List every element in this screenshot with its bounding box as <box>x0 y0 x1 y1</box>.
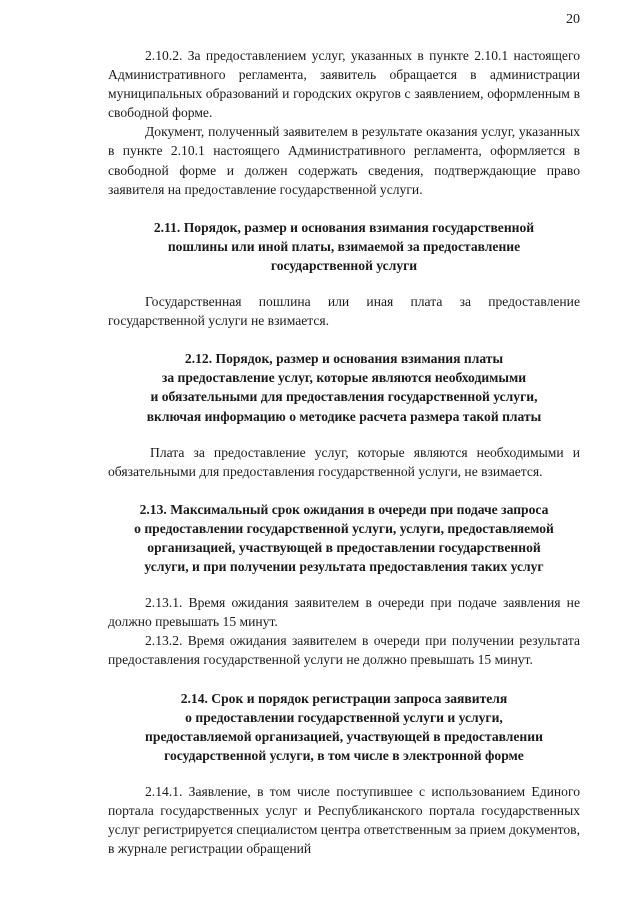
heading-line: 2.14. Срок и порядок регистрации запроса заявителя <box>180 690 508 706</box>
page-number: 20 <box>566 12 580 27</box>
heading-line: предоставляемой организацией, участвующей в предоставлении <box>145 728 543 744</box>
heading-line: о предоставлении государственной услуги и услуги, <box>185 709 503 725</box>
heading-2-14 <box>108 689 580 765</box>
heading-line: 2.13. Максимальный срок ожидания в очереди при подаче запроса <box>139 501 549 517</box>
heading-line: за предоставление услуг, которые являются необходимыми <box>161 370 527 386</box>
paragraph-2-10-2: 2.10.2. За предоставлением услуг, указанных в пункте 2.10.1 настоящего Административного регламента, заявитель обращается в администрации муниципальных образований и городских округов с заявлением, оформленным в свободной форме. <box>108 48 580 121</box>
heading-line: услуги, и при получении результата предоставления таких услуг <box>144 559 544 575</box>
document-body <box>108 46 580 858</box>
paragraph-document-result: Документ, полученный заявителем в результате оказания услуг, указанных в пункте 2.10.1 настоящего Административного регламента, оформляется в свободной форме и должен содержать сведения, подтверждающие право заявителя на предоставление государственной услуги. <box>108 124 580 197</box>
paragraph-2-13-1: 2.13.1. Время ожидания заявителем в очереди при подаче заявления не должно превышать 15 минут. <box>108 595 580 630</box>
heading-line: и обязательными для предоставления государственной услуги, <box>150 389 538 405</box>
paragraph-2-14-1: 2.14.1. Заявление, в том числе поступившее с использованием Единого портала государственных услуг и Республиканского портала государственных услуг регистрируется специалистом центра ответственным за прием документов, в журнале регистрации обращений <box>108 783 580 857</box>
heading-line: включая информацию о методике расчета размера такой платы <box>146 408 542 424</box>
heading-line: государственной услуги, в том числе в электронной форме <box>164 747 524 763</box>
heading-2-12 <box>108 349 580 425</box>
heading-line: организацией, участвующей в предоставлении государственной <box>147 539 541 555</box>
paragraph-services-fee: Плата за предоставление услуг, которые являются необходимыми и обязательными для предоставления государственной услуги, не взимается. <box>108 444 580 479</box>
heading-line: о предоставлении государственной услуги, услуги, предоставляемой <box>134 520 554 536</box>
heading-line: 2.12. Порядок, размер и основания взимания платы <box>184 351 504 367</box>
heading-line: государственной услуги <box>270 257 418 273</box>
paragraph-fee-not-charged: Государственная пошлина или иная плата за предоставление государственной услуги не взимается. <box>108 294 580 329</box>
heading-line: 2.11. Порядок, размер и основания взимания государственной <box>153 219 535 235</box>
heading-2-13 <box>108 500 580 576</box>
heading-line: пошлины или иной платы, взимаемой за предоставление <box>167 238 521 254</box>
paragraph-2-13-2: 2.13.2. Время ожидания заявителем в очереди при получении результата предоставления государственной услуги не должно превышать 15 минут. <box>108 633 580 668</box>
heading-2-11 <box>108 218 580 275</box>
